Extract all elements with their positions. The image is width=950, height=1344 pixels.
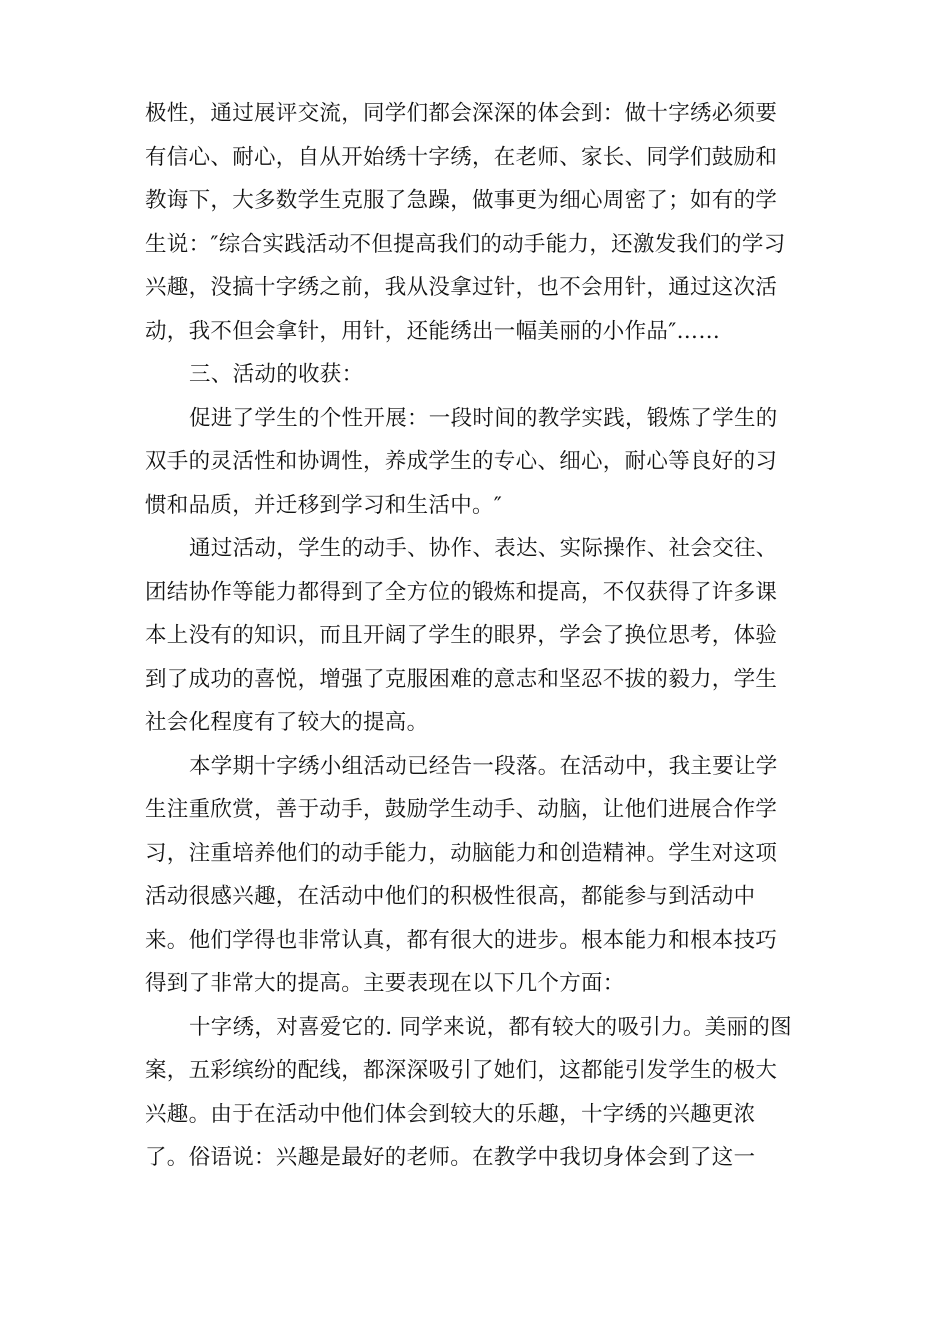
text-line: 极性，通过展评交流，同学们都会深深的体会到：做十字绣必须要 xyxy=(145,101,778,126)
text-line: 到了成功的喜悦，增强了克服困难的意志和坚忍不拔的毅力，学生 xyxy=(145,666,778,692)
text-line: 案，五彩缤纷的配线，都深深吸引了她们，这都能引发学生的极大 xyxy=(145,1058,778,1083)
paragraph-3 xyxy=(145,397,805,528)
section-heading xyxy=(145,353,805,397)
paragraph-5 xyxy=(145,745,805,1006)
text-line: 十字绣，对喜爱它的. 同学来说，都有较大的吸引力。美丽的图 xyxy=(189,1014,792,1040)
text-line: 兴趣，没搞十字绣之前，我从没拿过针，也不会用针，通过这次活 xyxy=(145,275,778,300)
text-line: 来。他们学得也非常认真，都有很大的进步。根本能力和根本技巧 xyxy=(145,927,778,953)
text-line: 生注重欣赏，善于动手，鼓励学生动手、动脑，让他们进展合作学 xyxy=(145,797,778,822)
text-line: 生说：″综合实践活动不但提高我们的动手能力，还激发我们的学习 xyxy=(145,231,786,257)
text-line: 了。俗语说：兴趣是最好的老师。在教学中我切身体会到了这一 xyxy=(145,1145,756,1170)
text-line: 教诲下，大多数学生克服了急躁，做事更为细心周密了；如有的学 xyxy=(145,188,778,213)
text-line: 活动很感兴趣，在活动中他们的积极性很高，都能参与到活动中 xyxy=(145,884,756,909)
heading-text: 三、活动的收获： xyxy=(189,362,364,387)
text-line: 社会化程度有了较大的提高。 xyxy=(145,710,429,735)
text-line: 兴趣。由于在活动中他们体会到较大的乐趣，十字绣的兴趣更浓 xyxy=(145,1101,756,1127)
text-line: 习，注重培养他们的动手能力，动脑能力和创造精神。学生对这项 xyxy=(145,840,778,866)
paragraph-1 xyxy=(145,92,805,353)
text-line: 本学期十字绣小组活动已经告一段落。在活动中，我主要让学 xyxy=(189,753,778,779)
text-line: 通过活动，学生的动手、协作、表达、实际操作、社会交往、 xyxy=(189,536,778,561)
document-page xyxy=(145,92,805,1180)
text-line: 动，我不但会拿针，用针，还能绣出一幅美丽的小作品″…… xyxy=(145,318,721,344)
paragraph-6 xyxy=(145,1006,805,1180)
paragraph-4 xyxy=(145,527,805,745)
text-line: 惯和品质，并迁移到学习和生活中。″ xyxy=(145,492,503,518)
text-line: 有信心、耐心，自从开始绣十字绣，在老师、家长、同学们鼓励和 xyxy=(145,144,778,170)
text-line: 得到了非常大的提高。主要表现在以下几个方面： xyxy=(145,971,625,996)
text-line: 双手的灵活性和协调性，养成学生的专心、细心，耐心等良好的习 xyxy=(145,449,778,474)
text-line: 团结协作等能力都得到了全方位的锻炼和提高，不仅获得了许多课 xyxy=(145,579,778,605)
text-line: 促进了学生的个性开展：一段时间的教学实践，锻炼了学生的 xyxy=(189,405,778,431)
text-line: 本上没有的知识，而且开阔了学生的眼界，学会了换位思考，体验 xyxy=(145,623,778,648)
